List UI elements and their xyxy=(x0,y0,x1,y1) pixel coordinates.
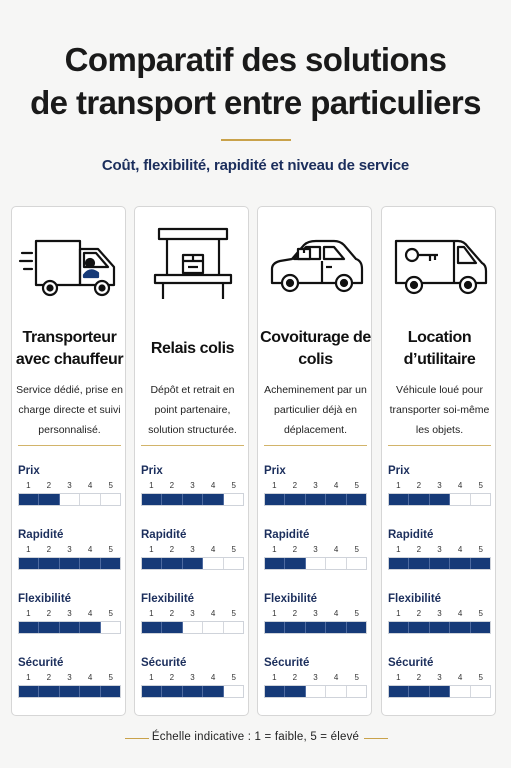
rating-bar xyxy=(18,557,121,570)
car-with-parcel-icon xyxy=(258,225,373,307)
metric-label: Sécurité xyxy=(388,657,434,669)
rating-segment-empty xyxy=(471,686,490,697)
scale-number: 2 xyxy=(416,609,422,618)
scale-number: 2 xyxy=(292,545,298,554)
rating-segment-filled xyxy=(430,622,450,633)
card-title: Transporteur avec chauffeur xyxy=(15,329,124,368)
rating-segment-empty xyxy=(60,494,80,505)
metric-label: Prix xyxy=(388,465,410,477)
scale-number: 4 xyxy=(87,481,93,490)
rating-segment-filled xyxy=(285,494,305,505)
scale-numbers xyxy=(264,480,367,491)
rating-bar xyxy=(388,493,491,506)
metric-flexibilite xyxy=(141,591,244,641)
rating-bar xyxy=(141,493,244,506)
scale-number: 2 xyxy=(46,545,52,554)
scale-number: 2 xyxy=(169,481,175,490)
card-description: Dépôt et retrait en point partenaire, solution structurée. xyxy=(148,384,237,436)
rating-bar xyxy=(141,621,244,634)
rating-segment-empty xyxy=(450,494,470,505)
rating-segment-filled xyxy=(80,622,100,633)
page-subtitle: Coût, flexibilité, rapidité et niveau de service xyxy=(101,157,410,174)
rating-segment-filled xyxy=(409,494,429,505)
rating-segment-filled xyxy=(450,622,470,633)
rating-segment-empty xyxy=(224,622,243,633)
rating-segment-filled xyxy=(285,686,305,697)
scale-number: 5 xyxy=(354,673,359,682)
scale-number: 2 xyxy=(292,609,298,618)
scale-number: 5 xyxy=(478,673,483,682)
rating-bar xyxy=(264,493,367,506)
rating-segment-filled xyxy=(265,686,285,697)
scale-number: 2 xyxy=(292,673,298,682)
card-location xyxy=(381,206,496,716)
rating-segment-filled xyxy=(183,558,203,569)
scale-numbers xyxy=(141,672,244,683)
scale-number: 4 xyxy=(457,545,463,554)
scale-number: 2 xyxy=(46,673,52,682)
scale-number: 4 xyxy=(457,673,463,682)
card-divider xyxy=(264,445,367,446)
metric-rapidite xyxy=(388,527,491,577)
scale-number: 1 xyxy=(396,481,401,490)
scale-number: 3 xyxy=(437,673,442,682)
rating-segment-filled xyxy=(265,622,285,633)
scale-number: 1 xyxy=(149,673,154,682)
rating-segment-filled xyxy=(203,686,223,697)
rating-segment-filled xyxy=(430,686,450,697)
scale-number: 1 xyxy=(396,609,401,618)
scale-number: 5 xyxy=(108,673,113,682)
rental-van-key-icon xyxy=(382,225,497,307)
title-line-2: de transport entre particuliers xyxy=(30,84,481,121)
scale-number: 1 xyxy=(272,545,277,554)
rating-segment-filled xyxy=(471,558,490,569)
rating-segment-empty xyxy=(347,686,366,697)
card-divider xyxy=(18,445,121,446)
card-description: Acheminement par un particulier déjà en déplacement. xyxy=(264,384,367,436)
rating-segment-filled xyxy=(306,622,326,633)
scale-number: 2 xyxy=(292,481,298,490)
rating-segment-filled xyxy=(389,686,409,697)
rating-segment-filled xyxy=(430,558,450,569)
rating-segment-filled xyxy=(101,558,120,569)
rating-bar xyxy=(388,685,491,698)
metric-prix xyxy=(18,463,121,513)
title-line-1: Comparatif des solutions xyxy=(64,41,447,78)
scale-number: 4 xyxy=(457,609,463,618)
rating-segment-empty xyxy=(101,622,120,633)
scale-numbers xyxy=(18,608,121,619)
rating-segment-filled xyxy=(142,494,162,505)
rating-segment-filled xyxy=(60,686,80,697)
scale-number: 1 xyxy=(26,545,31,554)
rating-bar xyxy=(18,685,121,698)
scale-number: 4 xyxy=(333,673,339,682)
scale-number: 4 xyxy=(210,481,216,490)
scale-number: 1 xyxy=(26,609,31,618)
rating-bar xyxy=(18,493,121,506)
rating-segment-empty xyxy=(306,558,326,569)
scale-number: 3 xyxy=(313,609,318,618)
metric-label: Prix xyxy=(264,465,286,477)
rating-segment-filled xyxy=(306,494,326,505)
rating-segment-filled xyxy=(389,622,409,633)
title-divider xyxy=(221,139,291,141)
scale-number: 4 xyxy=(333,481,339,490)
rating-segment-filled xyxy=(389,494,409,505)
scale-number: 1 xyxy=(396,673,401,682)
rating-segment-filled xyxy=(39,494,59,505)
rating-segment-filled xyxy=(285,622,305,633)
metric-securite xyxy=(141,655,244,705)
scale-number: 5 xyxy=(478,609,483,618)
rating-segment-filled xyxy=(39,622,59,633)
scale-number: 1 xyxy=(396,545,401,554)
rating-segment-filled xyxy=(409,686,429,697)
scale-number: 4 xyxy=(210,545,216,554)
rating-segment-filled xyxy=(265,558,285,569)
rating-segment-filled xyxy=(39,686,59,697)
scale-number: 2 xyxy=(46,609,52,618)
scale-number: 3 xyxy=(437,545,442,554)
scale-number: 3 xyxy=(67,481,72,490)
rating-segment-empty xyxy=(183,622,203,633)
rating-segment-empty xyxy=(224,558,243,569)
rating-segment-empty xyxy=(203,558,223,569)
rating-segment-filled xyxy=(409,622,429,633)
metric-label: Flexibilité xyxy=(264,593,318,605)
metric-rapidite xyxy=(264,527,367,577)
metric-label: Sécurité xyxy=(18,657,64,669)
rating-segment-empty xyxy=(347,558,366,569)
rating-segment-filled xyxy=(162,622,182,633)
rating-segment-empty xyxy=(224,686,243,697)
metric-flexibilite xyxy=(264,591,367,641)
metric-label: Rapidité xyxy=(388,529,434,541)
metric-prix xyxy=(141,463,244,513)
rating-segment-filled xyxy=(142,686,162,697)
scale-number: 5 xyxy=(108,609,113,618)
scale-number: 2 xyxy=(169,673,175,682)
scale-number: 3 xyxy=(313,673,318,682)
scale-number: 4 xyxy=(210,673,216,682)
scale-numbers xyxy=(388,608,491,619)
scale-number: 3 xyxy=(313,545,318,554)
metric-rapidite xyxy=(141,527,244,577)
rating-segment-filled xyxy=(183,494,203,505)
scale-numbers xyxy=(18,672,121,683)
rating-segment-filled xyxy=(19,558,39,569)
scale-number: 4 xyxy=(87,673,93,682)
scale-numbers xyxy=(141,544,244,555)
rating-bar xyxy=(388,557,491,570)
scale-number: 3 xyxy=(190,481,195,490)
delivery-van-driver-icon xyxy=(12,225,127,307)
scale-number: 2 xyxy=(169,609,175,618)
rating-segment-filled xyxy=(430,494,450,505)
rating-segment-filled xyxy=(80,686,100,697)
scale-number: 1 xyxy=(149,481,154,490)
metric-flexibilite xyxy=(18,591,121,641)
rating-segment-empty xyxy=(224,494,243,505)
scale-numbers xyxy=(141,480,244,491)
scale-number: 1 xyxy=(26,673,31,682)
metric-prix xyxy=(264,463,367,513)
rating-segment-filled xyxy=(19,622,39,633)
footer-divider-right xyxy=(364,738,388,739)
rating-segment-filled xyxy=(142,622,162,633)
scale-numbers xyxy=(388,480,491,491)
card-description: Véhicule loué pour transporter soi-même les objets. xyxy=(389,384,490,436)
metric-prix xyxy=(388,463,491,513)
rating-segment-empty xyxy=(306,686,326,697)
page-title xyxy=(0,38,511,124)
scale-number: 4 xyxy=(87,545,93,554)
rating-segment-filled xyxy=(19,686,39,697)
rating-segment-empty xyxy=(450,686,470,697)
scale-number: 4 xyxy=(333,609,339,618)
metric-label: Flexibilité xyxy=(141,593,195,605)
metric-label: Prix xyxy=(141,465,163,477)
card-relais xyxy=(134,206,249,716)
card-title: Location d’utilitaire xyxy=(403,329,476,368)
metric-securite xyxy=(388,655,491,705)
scale-number: 3 xyxy=(437,481,442,490)
metric-label: Flexibilité xyxy=(388,593,442,605)
scale-numbers xyxy=(388,544,491,555)
rating-segment-filled xyxy=(389,558,409,569)
scale-number: 3 xyxy=(67,545,72,554)
scale-number: 3 xyxy=(313,481,318,490)
rating-segment-filled xyxy=(39,558,59,569)
metric-securite xyxy=(264,655,367,705)
scale-number: 5 xyxy=(108,545,113,554)
scale-numbers xyxy=(264,544,367,555)
rating-bar xyxy=(141,685,244,698)
rating-segment-filled xyxy=(183,686,203,697)
scale-number: 5 xyxy=(478,481,483,490)
card-covoiturage xyxy=(257,206,372,716)
card-divider xyxy=(388,445,491,446)
scale-number: 1 xyxy=(272,673,277,682)
card-divider xyxy=(141,445,244,446)
rating-segment-empty xyxy=(326,686,346,697)
rating-segment-filled xyxy=(450,558,470,569)
rating-segment-filled xyxy=(162,686,182,697)
metric-rapidite xyxy=(18,527,121,577)
rating-segment-filled xyxy=(409,558,429,569)
rating-segment-filled xyxy=(80,558,100,569)
rating-segment-filled xyxy=(347,622,366,633)
scale-numbers xyxy=(141,608,244,619)
scale-number: 1 xyxy=(272,481,277,490)
scale-number: 1 xyxy=(149,609,154,618)
scale-numbers xyxy=(18,480,121,491)
scale-numbers xyxy=(264,672,367,683)
scale-number: 4 xyxy=(87,609,93,618)
rating-segment-empty xyxy=(80,494,100,505)
rating-bar xyxy=(388,621,491,634)
scale-numbers xyxy=(388,672,491,683)
rating-segment-filled xyxy=(162,558,182,569)
rating-bar xyxy=(141,557,244,570)
scale-numbers xyxy=(18,544,121,555)
scale-number: 3 xyxy=(190,609,195,618)
card-title: Relais colis xyxy=(150,340,235,357)
rating-bar xyxy=(264,685,367,698)
rating-segment-filled xyxy=(19,494,39,505)
rating-segment-filled xyxy=(203,494,223,505)
scale-number: 5 xyxy=(231,545,236,554)
scale-legend: Échelle indicative : 1 = faible, 5 = élevé xyxy=(151,731,360,743)
rating-segment-filled xyxy=(285,558,305,569)
scale-number: 3 xyxy=(190,545,195,554)
scale-number: 3 xyxy=(67,673,72,682)
rating-segment-empty xyxy=(203,622,223,633)
scale-number: 1 xyxy=(272,609,277,618)
scale-number: 2 xyxy=(169,545,175,554)
scale-number: 2 xyxy=(416,481,422,490)
scale-number: 2 xyxy=(416,673,422,682)
metric-label: Rapidité xyxy=(18,529,64,541)
rating-bar xyxy=(18,621,121,634)
card-title: Covoiturage de colis xyxy=(260,329,371,368)
rating-segment-filled xyxy=(162,494,182,505)
rating-segment-filled xyxy=(326,494,346,505)
rating-segment-filled xyxy=(326,622,346,633)
metric-label: Sécurité xyxy=(141,657,187,669)
metric-label: Prix xyxy=(18,465,40,477)
scale-number: 2 xyxy=(416,545,422,554)
rating-segment-filled xyxy=(347,494,366,505)
scale-number: 4 xyxy=(210,609,216,618)
scale-number: 1 xyxy=(149,545,154,554)
metric-label: Sécurité xyxy=(264,657,310,669)
card-description: Service dédié, prise en charge directe et suivi personnalisé. xyxy=(16,384,123,436)
scale-number: 5 xyxy=(354,481,359,490)
metric-securite xyxy=(18,655,121,705)
rating-segment-filled xyxy=(60,558,80,569)
rating-segment-filled xyxy=(101,686,120,697)
rating-bar xyxy=(264,557,367,570)
card-transporteur xyxy=(11,206,126,716)
scale-number: 5 xyxy=(231,609,236,618)
rating-segment-filled xyxy=(142,558,162,569)
scale-number: 1 xyxy=(26,481,31,490)
scale-number: 3 xyxy=(190,673,195,682)
scale-number: 5 xyxy=(231,673,236,682)
scale-number: 5 xyxy=(354,545,359,554)
rating-segment-empty xyxy=(101,494,120,505)
scale-numbers xyxy=(264,608,367,619)
rating-segment-empty xyxy=(471,494,490,505)
metric-label: Flexibilité xyxy=(18,593,72,605)
scale-number: 2 xyxy=(46,481,52,490)
scale-number: 3 xyxy=(67,609,72,618)
rating-segment-empty xyxy=(326,558,346,569)
rating-bar xyxy=(264,621,367,634)
rating-segment-filled xyxy=(471,622,490,633)
scale-number: 5 xyxy=(354,609,359,618)
metric-label: Rapidité xyxy=(264,529,310,541)
metric-flexibilite xyxy=(388,591,491,641)
rating-segment-filled xyxy=(265,494,285,505)
scale-number: 5 xyxy=(108,481,113,490)
scale-number: 4 xyxy=(457,481,463,490)
parcel-relay-kiosk-icon xyxy=(135,225,250,307)
scale-number: 5 xyxy=(478,545,483,554)
scale-number: 5 xyxy=(231,481,236,490)
rating-segment-filled xyxy=(60,622,80,633)
scale-number: 4 xyxy=(333,545,339,554)
metric-label: Rapidité xyxy=(141,529,187,541)
scale-number: 3 xyxy=(437,609,442,618)
